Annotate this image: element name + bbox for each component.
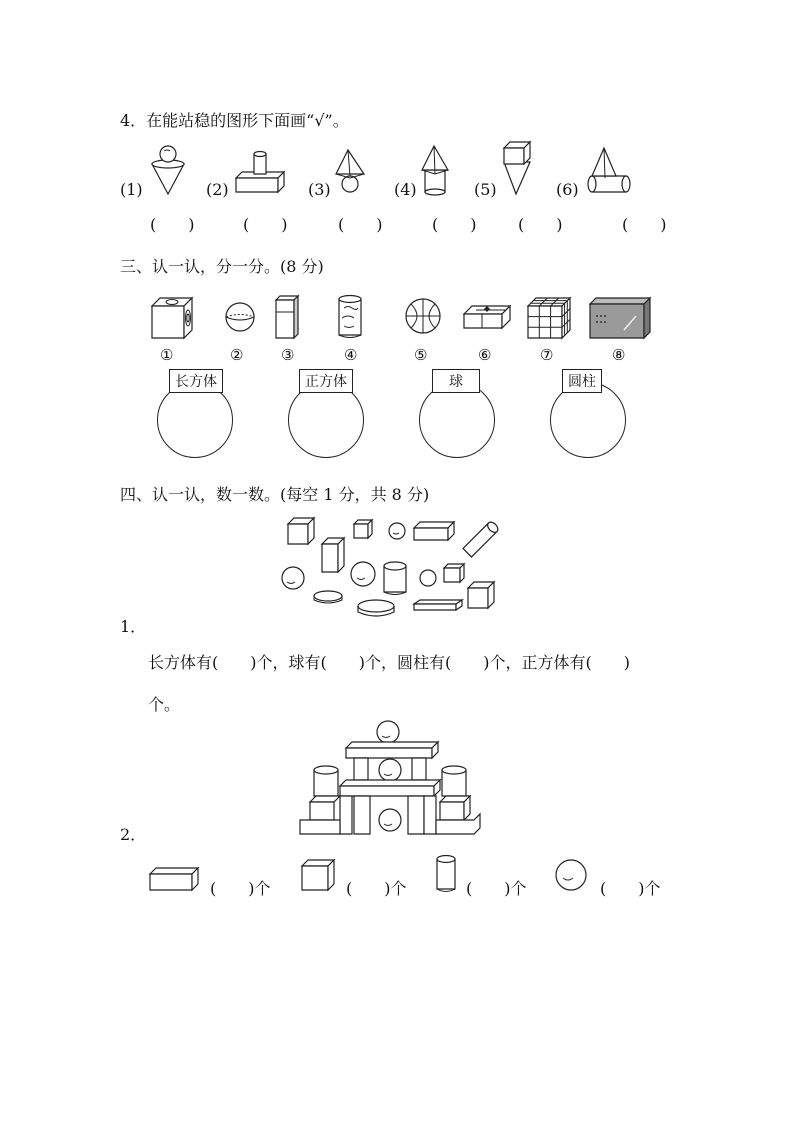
category-label-cube: 正方体 [299,369,353,393]
sort-circle-cuboid[interactable] [157,382,233,458]
q4-label-2: (2) [206,180,229,199]
rubiks-cube-figure [526,296,572,340]
cube-on-cone-figure [500,140,534,198]
scattered-solids-figure [276,516,502,624]
cylinder-icon [434,854,458,894]
q4-blank-3[interactable]: ( ) [338,215,383,234]
count-blank-cylinder[interactable]: ( )个 [466,879,527,898]
sort-circle-cylinder[interactable] [550,382,626,458]
q4-blank-2[interactable]: ( ) [243,215,288,234]
sort-circle-sphere[interactable] [419,382,495,458]
block-building-figure [296,718,484,836]
object-number-2: ② [230,346,244,364]
object-number-3: ③ [281,346,295,364]
q4-blank-1[interactable]: ( ) [150,215,195,234]
object-number-5: ⑤ [414,346,428,364]
q4-label-1: (1) [120,180,143,199]
cube-icon [300,858,336,892]
object-number-8: ⑧ [612,346,626,364]
category-label-sphere: 球 [432,369,480,393]
q4-label-6: (6) [556,180,579,199]
ball-on-cone-figure [148,142,188,198]
cone-on-lying-cylinder-figure [586,146,634,196]
object-number-6: ⑥ [478,346,492,364]
count-blank-cuboid[interactable]: ( )个 [210,879,271,898]
category-label-cuboid: 长方体 [169,369,223,393]
basketball-figure [404,297,442,335]
cone-on-ball-figure [334,148,366,196]
sec4-q1-line2: 个。 [148,695,181,714]
q4-blank-5[interactable]: ( ) [518,215,563,234]
object-number-7: ⑦ [540,346,554,364]
category-label-cylinder: 圆柱 [562,369,602,393]
q4-title: 4．在能站稳的图形下面画“√”。 [120,111,349,130]
count-blank-cube[interactable]: ( )个 [346,879,407,898]
cuboid-icon [148,866,200,892]
sec4-q1-line1: 长方体有( )个，球有( )个，圆柱有( )个，正方体有( ) [148,653,630,672]
q4-blank-6[interactable]: ( ) [622,215,667,234]
refrigerator-figure [274,294,300,340]
q4-label-3: (3) [308,180,331,199]
sec4-q2-number: 2． [120,825,147,844]
patterned-cube-figure [150,296,194,340]
sec4-q1-number: 1． [120,617,147,636]
q4-label-5: (5) [474,180,497,199]
tea-can-figure [336,294,364,340]
sec3-title: 三、认一认，分一分。(8 分) [120,257,324,276]
q4-blank-4[interactable]: ( ) [432,215,477,234]
count-blank-ball[interactable]: ( )个 [600,879,661,898]
object-number-1: ① [160,346,174,364]
appliance-box-figure [588,296,652,340]
cone-on-cylinder-figure [420,144,450,196]
sec4-title: 四、认一认，数一数。(每空 1 分，共 8 分) [120,485,430,504]
q4-label-4: (4) [394,180,417,199]
object-number-4: ④ [344,346,358,364]
ball-icon [554,858,588,892]
cylinder-on-box-figure [234,148,286,196]
sphere-figure [224,301,256,333]
sort-circle-cube[interactable] [288,382,364,458]
gift-box-figure [462,304,512,332]
